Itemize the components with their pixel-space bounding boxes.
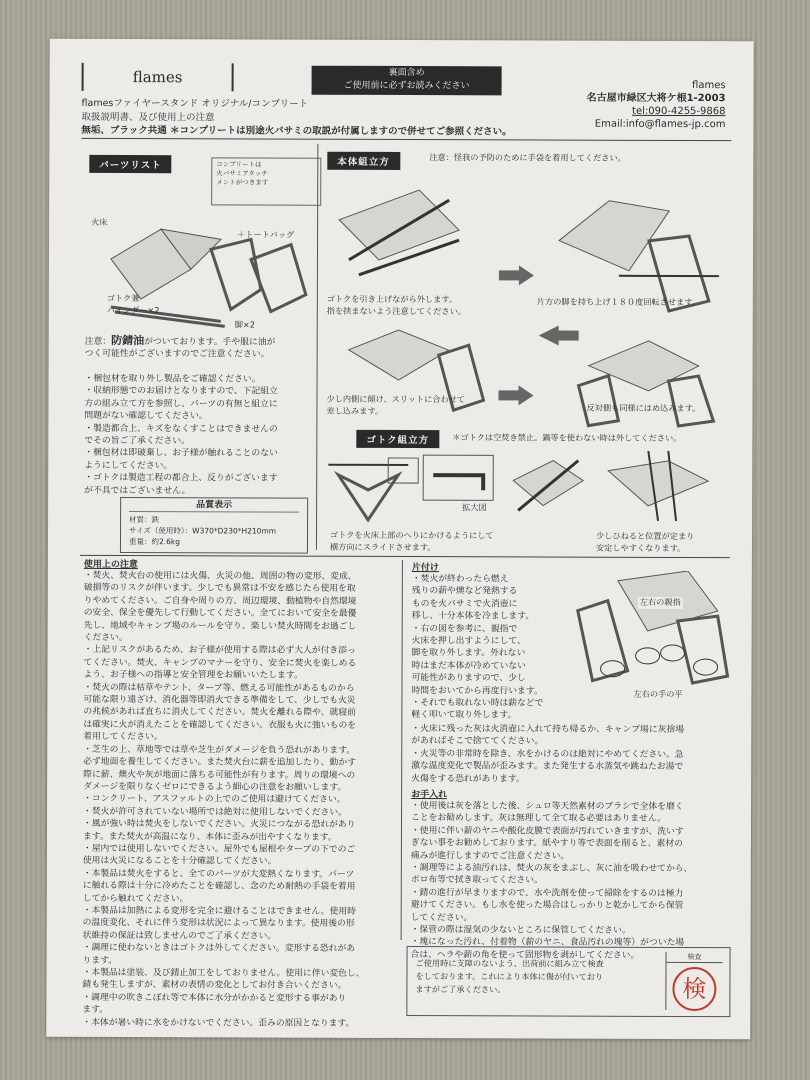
parts-bullet-line: ・梱包材は即破棄し、お子様が触れることのない xyxy=(84,448,278,460)
maintenance-line: 痛みが進行しますのでご注意ください。 xyxy=(410,850,570,862)
usage-line: 先し、地域やキャンプ場のルールを守り、楽しい焚火時間をお過ごし xyxy=(83,620,357,632)
callout-line: メントがつきます xyxy=(216,178,269,187)
gotoku-title: ゴトク組立方 xyxy=(356,430,439,448)
parts-bullet-line: 方の組み立て方を参照し、パーツの有無と組立に xyxy=(84,398,278,410)
spec-title: 品質表示 xyxy=(129,500,299,513)
maintenance-line: ・調理等による油汚れは、焚火の灰をまぶし、灰に油を吸わせてから、 xyxy=(410,863,693,875)
parts-bullet-line: ようにしてください。 xyxy=(84,460,173,472)
usage-line: ・本製品は塗装、及び錆止加工をしておりません。使用に伴い変色し、 xyxy=(82,967,365,979)
company-name: flames xyxy=(692,80,726,92)
usage-line: 錆も発生しますが、素材の表情の変化としてお付き合いください。 xyxy=(82,980,347,992)
maintenance-line: ・使用後は灰を落とした後、シュロ等天然素材のブラシで全体を磨く xyxy=(411,801,684,812)
parts-bullet-line: ・製造都合上、キズをなくすことはできませんの xyxy=(84,423,278,435)
inspection-line: ますがご了承ください。 xyxy=(415,984,506,995)
maintenance-line: ボロ布等で拭き取ってください。 xyxy=(410,875,543,886)
inspection-line: ご使用時に支障のないよう、出荷前に組み立て検査 xyxy=(415,958,604,969)
instruction-sheet xyxy=(46,39,753,1039)
usage-line: ・調理に使わないときはゴトクは外してください。変形する恐れがあ xyxy=(82,943,356,955)
label-legs: 脚×2 xyxy=(234,319,256,330)
brand-logo: flames xyxy=(82,63,234,92)
caution-bold: 防錆油 xyxy=(111,333,145,348)
doc-title: flamesファイヤースタンド オリジナル/コンプリート xyxy=(81,97,309,110)
notice-line-1: 裏面含め xyxy=(388,67,425,79)
usage-line: ください。 xyxy=(83,632,128,644)
usage-line: の兆候があれば直ちに消火してください。焚火を離れる際や、就寝前 xyxy=(83,707,356,719)
usage-line: ・屋内では使用しないでください。屋外でも屋根やタープの下でのご xyxy=(82,843,356,855)
parts-bullet-line: 問題がない確認してください。 xyxy=(84,411,208,422)
parts-bullet-line: が不具ではございません。 xyxy=(84,485,191,496)
doc-subtitle: 取扱説明書、及び使用上の注意 xyxy=(81,111,215,124)
callout-line: コンプリートは xyxy=(216,160,262,169)
assembly-step-2: 片方の脚を持ち上げ１８０度回転させます。 xyxy=(536,296,700,308)
usage-lines xyxy=(82,570,366,1030)
parts-list-title: パーツリスト xyxy=(89,155,171,173)
maintenance-lines xyxy=(411,800,693,962)
maintenance-line: ことをお勧めします。灰は無理して全て取る必要はありません。 xyxy=(411,813,666,825)
gotoku-step-2 xyxy=(596,531,694,554)
company-tel: tel:090-4255-9868 xyxy=(632,105,726,118)
cleanup-line: ・右の図を参考に、親指で xyxy=(411,623,518,635)
usage-line: 使用は火災になることを十分確認してください。 xyxy=(82,856,277,867)
usage-line: ・風が強い時は焚火をしないでください。火災につながる恐れがあり xyxy=(82,819,356,830)
caution-line-2: つく可能性がございますのでご注意ください。 xyxy=(84,349,270,360)
usage-line: てください。焚火、キャンプのマナーを守り、安全に焚火を楽しめる xyxy=(83,657,357,669)
usage-line: 破損等のリスクが伴います。少しでも異常は不安を感じたら使用を取 xyxy=(83,583,356,595)
cleanup-line: 移し、十分本体を冷まします。 xyxy=(411,611,535,622)
assembly-step-3 xyxy=(326,394,465,417)
cleanup-line: 激な温度変化で製品が歪みます。また発生する水蒸気や跳ねたお湯で xyxy=(411,761,684,773)
notice-line-2: ご使用前に必ずお読みください xyxy=(343,80,470,92)
zoom-label: 拡大図 xyxy=(462,502,487,513)
parts-bullet-line: ・ゴトクは製造工程の都合上、反りがございます xyxy=(84,473,278,484)
usage-line: ・調理中の吹きこぼれ等で本体に水分がかかると変形する事があり xyxy=(82,992,347,1004)
cleanup-wide-lines xyxy=(411,723,684,786)
cleanup-line: 可能性がありますので、少し xyxy=(411,673,526,684)
maintenance-line: 避けてください。もし水を使った場合はしっかりと乾かしてから保管 xyxy=(410,900,684,912)
rust-oil-caution xyxy=(85,335,276,361)
cleanup-line: ものを火バサミで火消壺に xyxy=(411,598,518,610)
usage-line: よう、お子様への指導と安全管理をお願いいたします。 xyxy=(83,670,303,681)
cleanup-line: 火傷をする恐れがあります。 xyxy=(411,773,525,785)
assembly-glove-note: 注意：怪我の予防のために手袋を着用してください。 xyxy=(429,152,626,163)
cleanup-line: 残りの薪や燠など発熱する xyxy=(411,586,518,597)
assembly-title: 本体組立方 xyxy=(327,152,400,170)
quality-label-box xyxy=(120,497,308,554)
usage-line: ・本体が暑い時に水をかけないでください。歪みの原因となります。 xyxy=(82,1017,355,1029)
mid-divider xyxy=(80,555,730,558)
label-line: バインダー×2 xyxy=(106,304,160,315)
usage-line: 可能な限り遠ざけ、消化器等即消火できる準備をして、少しでも火災 xyxy=(83,694,356,706)
company-email: Email:info@flames-jp.com xyxy=(594,118,726,131)
read-before-use-notice xyxy=(312,66,502,96)
cleanup-line: ・火床に残った灰は火消壺に入れて持ち帰るか、キャンプ場に灰捨場 xyxy=(411,724,685,735)
step-line: 安定しやすくなります。 xyxy=(595,542,686,553)
label-gotoku xyxy=(107,293,160,316)
cleanup-line: ・火災等の非常時を除き、水をかけるのは絶対にやめてください。急 xyxy=(411,748,684,760)
cleanup-line: 脚を取り外します。外れない xyxy=(411,648,526,659)
label-thumbs: 左右の親指 xyxy=(638,597,683,609)
maintenance-line: 合は、ヘラや薪の角を使って固形物を剥がしてください。 xyxy=(410,949,640,961)
usage-line: 状維持の保証は致しませんのでご了承ください。 xyxy=(82,930,277,942)
header-divider xyxy=(81,138,731,141)
spec-size: サイズ（使用時）：W370*D230*H210mm xyxy=(129,526,277,536)
spec-material: 材質：鉄 xyxy=(129,515,160,525)
maintenance-line: ・錆の進行が早まりますので、水や洗剤を使って掃除をするのは極力 xyxy=(410,887,684,899)
cleanup-line: があればそこで捨ててください。 xyxy=(411,736,544,747)
step-line: 指を挟まないよう注意してください。 xyxy=(326,305,467,316)
step-line: ゴトクを火床上部のへりにかけるようにして xyxy=(329,529,494,541)
usage-line: りやめてください。ご自身や周りの方、周辺環境、動植物や自然環境 xyxy=(83,595,357,607)
step-line: 少しひねると位置が定まり xyxy=(595,530,695,542)
inspection-box xyxy=(406,946,730,1017)
maintenance-line: ・保管の際は湿気の少ないところに保管してください。 xyxy=(410,925,631,936)
lower-column-divider xyxy=(401,560,403,940)
usage-line: ・本製品は加熱による変形を完全に避けることはできません。使用時 xyxy=(82,905,356,917)
cleanup-lines xyxy=(411,573,543,722)
leg-removal-illustration xyxy=(567,571,737,692)
cleanup-line: 時はまだ本体が冷めていない xyxy=(411,660,526,672)
usage-line: ります。 xyxy=(82,955,118,966)
cleanup-title: 片付け xyxy=(411,563,439,574)
usage-line: ・芝生の上、草地等では草や芝生がダメージを負う恐れがあります。 xyxy=(83,744,356,756)
inspection-line: をしております。これにより本体に傷が付いており xyxy=(415,971,604,982)
label-line: ゴトク兼 xyxy=(106,292,140,304)
column-divider xyxy=(316,144,318,550)
cleanup-line: ・それでも取れない時は薪などで xyxy=(411,698,544,709)
cleanup-line: ・焚火が終わったら燃え xyxy=(411,574,509,585)
spec-weight: 重量：約2.6kg xyxy=(128,537,181,547)
parts-bullet-line: ・収納形態でのお届けとなりますので、下記組立 xyxy=(84,386,278,397)
label-fire-bed: 火床 xyxy=(91,216,108,227)
caution-prefix: 注意： xyxy=(84,336,112,347)
usage-line: ます。 xyxy=(82,1005,109,1016)
maintenance-line: ・塊になった汚れ、付着物（薪のヤニ、食品汚れの塊等）がついた場 xyxy=(410,937,685,949)
doc-note: 無垢、ブラック共通 ＊コンプリートは別途火バサミの取説が付属しますので併せてご参照ください。 xyxy=(81,124,512,138)
usage-line: ます。また焚火が高温になり、本体に歪みが出やすくなります。 xyxy=(82,831,337,843)
assembly-step-1 xyxy=(327,294,466,317)
cleanup-line: 火床を押し出すようにして、 xyxy=(411,636,526,647)
usage-line: ・焚火、焚火台の使用には火傷、火災の他、周囲の物の変形、変成、 xyxy=(83,570,357,582)
usage-line: 必ず地面を養生してください。また焚火台に薪を追加したり、動かす xyxy=(83,756,356,768)
caution-rest: がついております。手や服に油が xyxy=(144,337,276,348)
usage-line: ・本製品は焚火をすると、全てのパーツが大変熱くなります。パーツ xyxy=(82,868,355,880)
usage-line: ・焚火の際は枯草やテント、タープ等、燃える可能性があるものから xyxy=(83,682,355,694)
label-tote-bag: ＋トートバッグ xyxy=(237,229,295,240)
cleanup-line: 時間をおいてから再度行います。 xyxy=(411,685,543,697)
gotoku-note: ＊ゴトクは空焚き禁止。鍋等を使わない時は外してください。 xyxy=(452,432,682,443)
usage-line: してから触れてください。 xyxy=(82,893,189,904)
maintenance-line: してください。 xyxy=(410,912,473,923)
step-line: 横方向にスライドさせます。 xyxy=(329,541,436,552)
usage-line: ダメージを限りなくゼロにできるよう細心の注意をお願いします。 xyxy=(83,781,347,793)
usage-line: ・コンクリート、アスファルトの上でのご使用は避けてください。 xyxy=(83,794,346,806)
stamp-area xyxy=(665,952,722,1010)
usage-line: ・焚火が許可されていない場所では絶対に使用しないでください。 xyxy=(83,806,347,818)
cleanup-line: 軽く叩いて取り外します。 xyxy=(411,710,517,721)
callout-line: 火バサミアタッチ xyxy=(216,169,268,178)
step-line: 少し内側に傾け、スリットに合わせて xyxy=(326,393,466,405)
assembly-step-4: 反対側も同様にはめ込みます。 xyxy=(586,402,701,414)
inspection-stamp: 検 xyxy=(672,967,716,1011)
inspection-lines xyxy=(415,957,603,997)
usage-line: は確実に火が消えたことを確認してください。衣服も火に強いものを xyxy=(83,719,357,731)
stamp-label: 検査 xyxy=(667,952,723,963)
gotoku-illustration xyxy=(328,450,728,531)
usage-line: 着用してください。 xyxy=(83,732,163,743)
maintenance-title: お手入れ xyxy=(411,790,448,801)
step-line: 差し込みます。 xyxy=(326,405,384,416)
company-address: 名古屋市緑区大将ケ根1-2003 xyxy=(586,92,726,105)
label-palms: 左右の手の平 xyxy=(631,689,684,701)
usage-line: ・上記リスクがあるため、お子様が使用する際は必ず大人が付き添っ xyxy=(83,645,356,657)
parts-bullet-line: ・梱包材を取り外し製品をご確認ください。 xyxy=(84,373,261,385)
maintenance-line: ・使用に伴い薪のヤニや酸化皮膜で表面が汚れていきますが、洗いす xyxy=(410,825,684,837)
parts-bullets xyxy=(84,373,278,498)
company-info xyxy=(586,79,725,131)
usage-line: に触れる際は十分に冷めたことを確認し、念のため耐熱の手袋を着用 xyxy=(82,881,356,893)
step-line: ゴトクを引き上げながら外します。 xyxy=(326,293,458,305)
usage-line: 際に薪、燠火や灰が地面に落ちる可能性が有ります。周りの環境への xyxy=(83,769,356,781)
parts-bullet-line: でその旨ご了承ください。 xyxy=(84,435,190,447)
usage-line: の温度変化、それに伴う変形は状況によって異なります。使用後の形 xyxy=(82,918,355,930)
usage-line: の安全、保全を優先して行動してください。全てにおいて安全を最優 xyxy=(83,608,357,620)
maintenance-line: ぎない事をお勧めしております。紙やすり等で表面を削ると、素材の xyxy=(410,838,683,850)
usage-title: 使用上の注意 xyxy=(83,559,138,571)
gotoku-step-1 xyxy=(330,530,494,554)
